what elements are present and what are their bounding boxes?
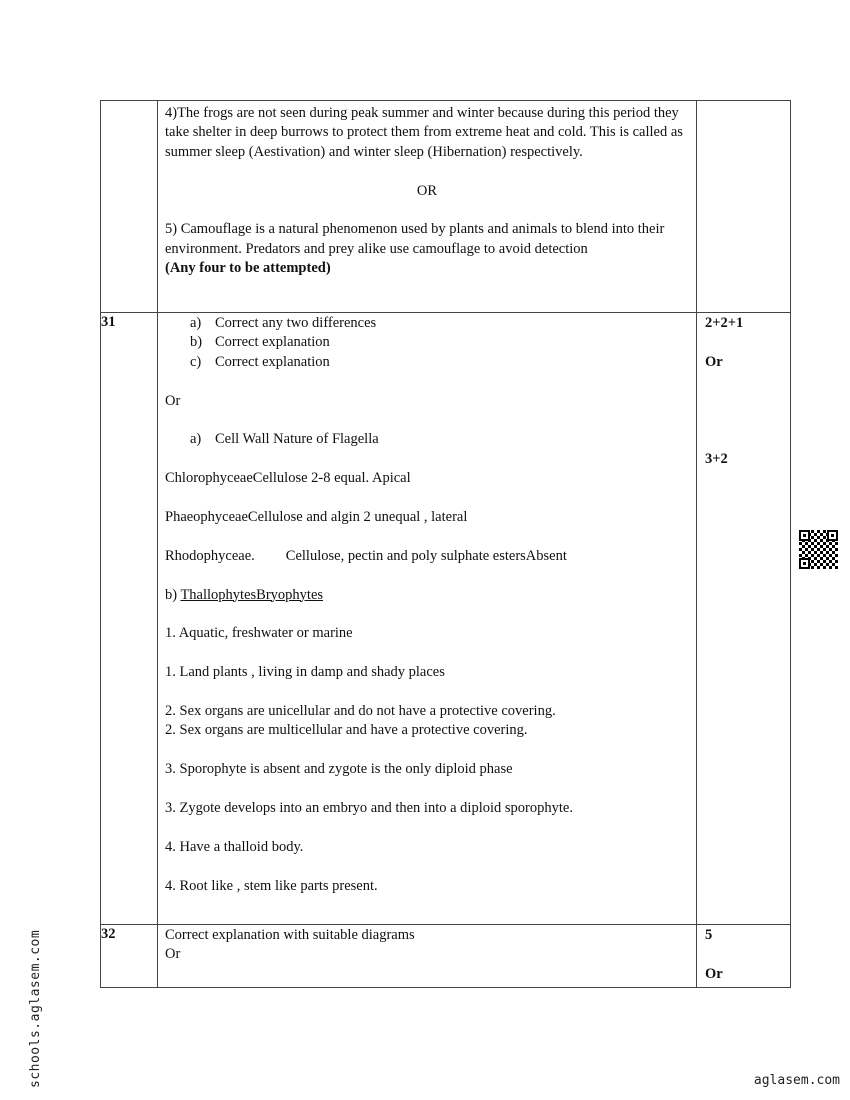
answer-cell: [158, 925, 697, 988]
difference-item: 1. Aquatic, freshwater or marine: [165, 625, 353, 642]
list-item: a) Correct any two differences: [190, 315, 377, 331]
algae-row-phaeophyceae: PhaeophyceaeCellulose and algin 2 unequal , lateral: [165, 509, 468, 525]
list-item: b) Correct explanation: [190, 334, 330, 351]
or-separator: Or: [165, 946, 181, 963]
answer-cell: [158, 101, 697, 313]
answer-point-4: 4)The frogs are not seen during peak summer and winter because during this period they take shelter in deep burrows to protect them from extreme heat and cold. This is called as summer sleep (Aestivation) and winter sleep (Hibernation) respectively.: [165, 105, 683, 160]
list-item: c) Correct explanation: [190, 353, 330, 370]
marks-value: 5: [705, 927, 713, 943]
qr-code-icon: [799, 530, 838, 569]
list-item: a) Cell Wall Nature of Flagella: [190, 431, 379, 448]
difference-item: 4. Have a thalloid body.: [165, 838, 304, 855]
marks-value: 2+2+1: [705, 315, 744, 331]
question-number: [101, 101, 158, 313]
table-row: [101, 925, 791, 988]
marks-cell: [697, 313, 791, 925]
answer-key-table: [100, 100, 791, 988]
or-separator: Or: [165, 392, 181, 409]
answer-point-5: 5) Camouflage is a natural phenomenon used by plants and animals to blend into their environment. Predators and prey alike use camouflage to avoid detection: [165, 221, 665, 257]
table-row: [101, 101, 791, 313]
algae-row-chlorophyceae: ChlorophyceaeCellulose 2-8 equal. Apical: [165, 470, 411, 487]
marks-cell: [697, 925, 791, 988]
or-separator: OR: [416, 182, 438, 199]
table-row: [101, 313, 791, 925]
side-watermark: schools.aglasem.com: [28, 929, 43, 1088]
difference-item: 2. Sex organs are unicellular and do not have a protective covering.: [165, 702, 556, 719]
attempt-note: (Any four to be attempted): [165, 260, 331, 277]
marks-cell: [697, 101, 791, 313]
answer-text: Correct explanation with suitable diagrams: [165, 927, 415, 943]
difference-item: 3. Sporophyte is absent and zygote is the only diploid phase: [165, 761, 513, 778]
marks-or: Or: [705, 965, 723, 982]
marks-value: 3+2: [705, 450, 728, 467]
question-number: 32: [101, 925, 158, 988]
difference-item: 1. Land plants , living in damp and shady places: [165, 664, 445, 681]
answer-cell: [158, 313, 697, 925]
difference-item: 4. Root like , stem like parts present.: [165, 877, 378, 894]
difference-item: 3. Zygote develops into an embryo and then into a diploid sporophyte.: [165, 799, 573, 816]
question-number: 31: [101, 313, 158, 925]
comparison-heading: b) ThallophytesBryophytes: [165, 586, 324, 603]
difference-item: 2. Sex organs are multicellular and have a protective covering.: [165, 722, 528, 739]
algae-row-rhodophyceae: Rhodophyceae. Cellulose, pectin and poly sulphate estersAbsent: [165, 547, 567, 564]
footer-watermark: aglasem.com: [753, 1073, 840, 1088]
marks-or: Or: [705, 353, 723, 370]
